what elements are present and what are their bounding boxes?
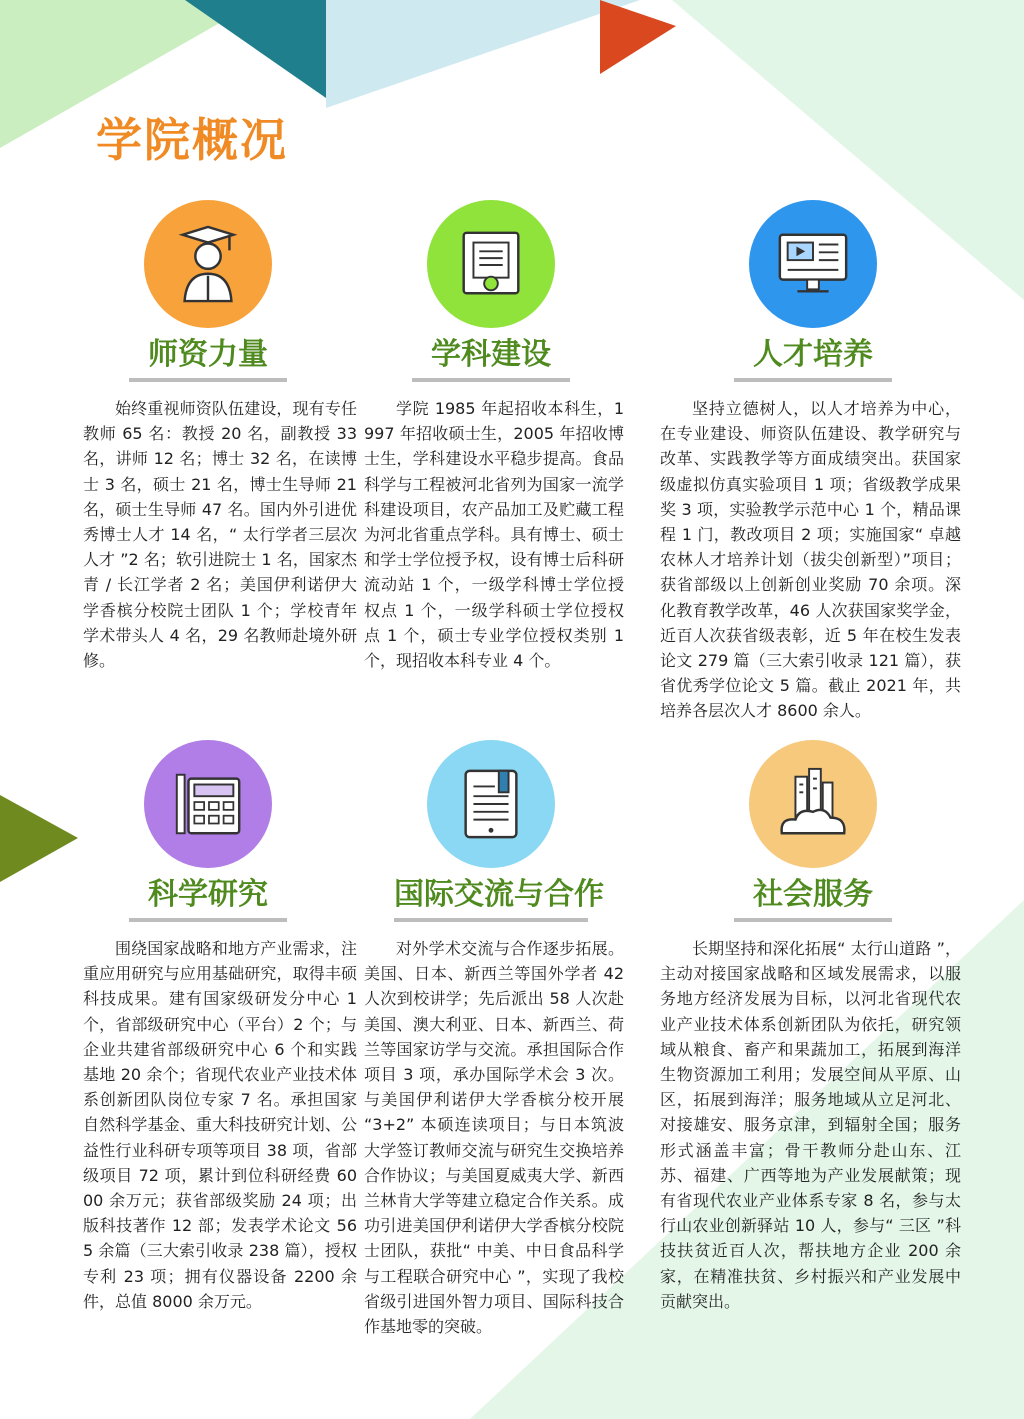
section-title: 师资力量	[129, 336, 287, 382]
document-tablet-icon	[427, 740, 555, 868]
section-body: 坚持立德树人，以人才培养为中心，在专业建设、师资队伍建设、教学研究与改革、实践教学等方面成绩突出。获国家级虚拟仿真实验项目 1 项；省级教学成果奖 3 项，实验教学示范中心 1 个，精品课程 1 门，教改项目 2 项；实施国家“ 卓越农林人才培养计划（拔尖创新型）”项目；获省部级以上创新创业奖励 70 余项。深化教育教学改革，46 人次获国家奖学金，近百人次获省级表彰，近 5 年在校生发表论文 279 篇（三大索引收录 121 篇），获省优秀学位论文 5 篇。截止 2021 年，共培养各层次人才 8600 余人。	[660, 399, 961, 721]
section-body: 长期坚持和深化拓展“ 太行山道路 ”，主动对接国家战略和区域发展需求，以服务地方经济发展为目标，以河北省现代农业产业技术体系创新团队为依托，研究领域从粮食、畜产和果蔬加工，拓展到海洋生物资源加工利用；发展空间从平原、山区，拓展到海洋；服务地域从立足河北、对接雄安、服务京津，到辐射全国；服务形式涵盖丰富；骨干教师分赴山东、江苏、福建、广西等地为产业发展献策；现有省现代农业产业体系专家 8 名，参与太行山农业创新驿站 10 人，参与“ 三区 ”科技扶贫近百人次，帮扶地方企业 200 余家，在精准扶贫、乡村振兴和产业发展中贡献突出。	[660, 939, 961, 1311]
section-discipline	[346, 200, 636, 673]
section-title: 国际交流与合作	[394, 876, 588, 922]
section-faculty	[63, 200, 357, 673]
section-title: 人才培养	[734, 336, 892, 382]
ruler-calculator-icon	[144, 740, 272, 868]
section-body: 学院 1985 年起招收本科生，1997 年招收硕士生，2005 年招收博士生，学科建设水平稳步提高。食品科学与工程被河北省列为国家一流学科建设项目，农产品加工及贮藏工程为河北省重点学科。具有博士、硕士和学士学位授予权，设有博士后科研流动站 1 个，一级学科博士学位授权点 1 个，一级学科硕士学位授权点 1 个，硕士专业学位授权类别 1 个，现招收本科专业 4 个。	[364, 399, 624, 671]
section-talent	[660, 200, 961, 724]
section-body: 对外学术交流与合作逐步拓展。美国、日本、新西兰等国外学者 42 人次到校讲学；先后派出 58 人次赴美国、澳大利亚、日本、新西兰、荷兰等国家访学与交流。承担国际合作项目 3 项，承办国际学术会 3 次。与美国伊利诺伊大学香槟分校开展 “3+2” 本硕连读项目；与日本筑波大学签订教师交流与研究生交换培养合作协议；与美国夏威夷大学、新西兰林肯大学等建立稳定合作关系。成功引进美国伊利诺伊大学香槟分校院士团队，获批“ 中美、中日食品科学与工程联合研究中心 ”，实现了我校省级引进国外智力项目、国际科技合作基地零的突破。	[364, 939, 624, 1337]
section-body: 始终重视师资队伍建设，现有专任教师 65 名：教授 20 名，副教授 33 名，讲师 12 名；博士 32 名，在读博士 3 名，硕士 21 名，博士生导师 21 名，硕士生导师 47 名。国内外引进优秀博士人才 14 名，“ 太行学者三层次人才 ”2 名；软引进院士 1 名，国家杰青 / 长江学者 2 名；美国伊利诺伊大学香槟分校院士团队 1 个；学校青年学术带头人 4 名，29 名教师赴境外研修。	[83, 399, 357, 671]
section-title: 学科建设	[412, 336, 570, 382]
graduate-teacher-icon	[144, 200, 272, 328]
section-social-service	[660, 740, 961, 1314]
certificate-scroll-icon	[427, 200, 555, 328]
section-body: 围绕国家战略和地方产业需求，注重应用研究与应用基础研究，取得丰硕科技成果。建有国家级研发分中心 1 个，省部级研究中心（平台）2 个；与企业共建省部级研究中心 6 个和实践基地 20 余个；省现代农业产业技术体系创新团队岗位专家 7 名。承担国家自然科学基金、重大科技研究计划、公益性行业科研专项等项目 38 项，省部级项目 72 项，累计到位科研经费 6000 余万元；获省部级奖励 24 项；出版科技著作 12 部；发表学术论文 565 余篇（三大索引收录 238 篇），授权专利 23 项；拥有仪器设备 2200 余件，总值 8000 余万元。	[83, 939, 357, 1311]
city-cloud-icon	[749, 740, 877, 868]
section-title: 科学研究	[129, 876, 287, 922]
bg-light-blue-triangle	[326, 0, 640, 108]
page-title: 学院概况	[96, 113, 288, 167]
bg-orange-triangle	[600, 0, 676, 74]
section-research	[63, 740, 357, 1314]
monitor-video-icon	[749, 200, 877, 328]
section-international	[346, 740, 636, 1339]
bg-teal-triangle	[185, 0, 326, 98]
section-title: 社会服务	[734, 876, 892, 922]
